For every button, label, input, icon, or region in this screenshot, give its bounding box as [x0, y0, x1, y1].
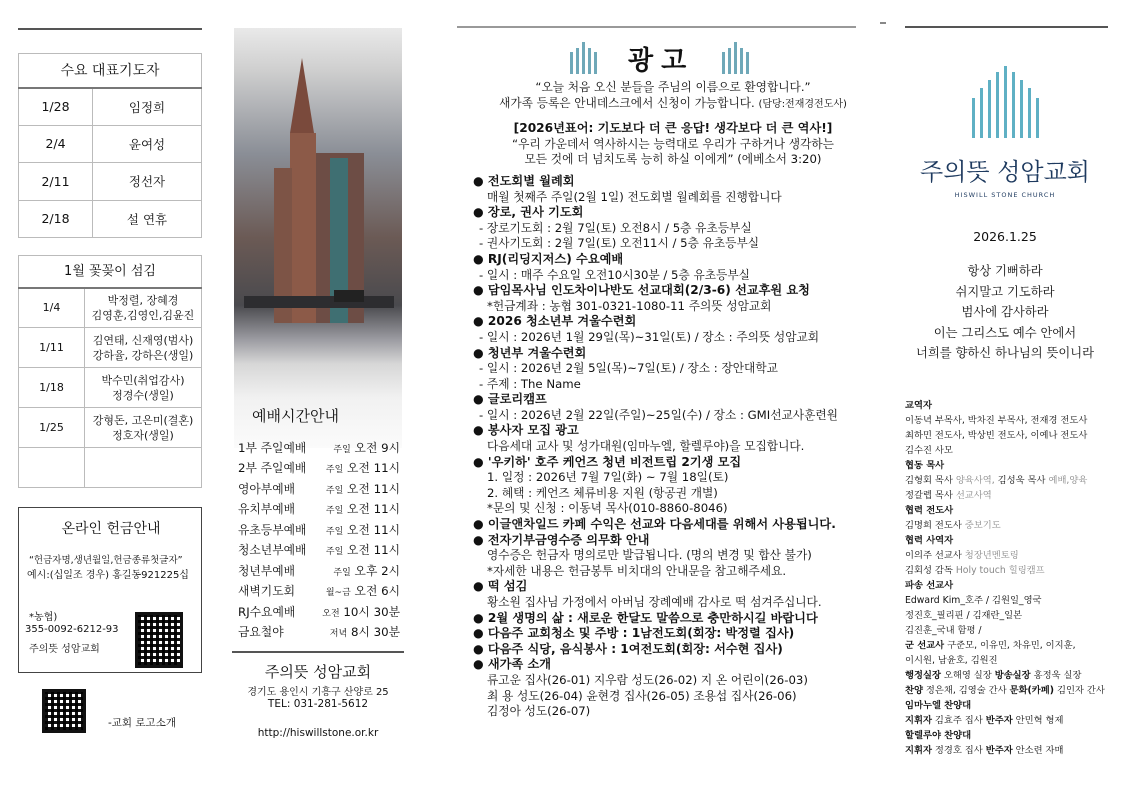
staff-line: 정진호_필리핀 / 김재란_일본: [905, 610, 1023, 621]
cover-church-name: 주의뜻 성암교회: [920, 158, 1090, 186]
staff-line: 행정실장 오해영 실장 방송실장 홍정욱 실장: [905, 670, 1082, 681]
staff-line: 임마누엘 찬양대: [905, 700, 972, 711]
staff-line: 김진훈_국내 함평 /: [905, 625, 982, 636]
staff-line: 할렐루야 찬양대: [905, 730, 972, 741]
staff-line: 김수진 사모: [905, 445, 953, 456]
ad-heading: ● 2026 청소년부 겨울수련회: [473, 314, 637, 329]
flowers-date: 1/4: [19, 288, 85, 328]
info-church-name: 주의뜻 성암교회: [264, 663, 372, 681]
worship-row: 2부 주일예배 주일 오전 11시: [238, 461, 400, 476]
logo-label: -교회 로고소개: [108, 717, 176, 729]
tick-mark: [880, 22, 886, 24]
ad-heading: ● 다음주 식당, 음식봉사 : 1여전도회(회장: 서수현 집사): [473, 641, 783, 656]
staff-line: 김명희 전도사 중보기도: [905, 520, 1001, 531]
staff-line: 협력 사역자: [905, 535, 954, 546]
staff-line: 지휘자 정경호 집사 반주자 안소련 자매: [905, 745, 1064, 756]
pillar-left-icon: [568, 40, 602, 76]
staff-list: [905, 398, 1105, 758]
cover-church-name-en: HISWILL STONE CHURCH: [954, 191, 1056, 199]
church-building-icon: [234, 28, 402, 448]
worship-row: 영아부예배 주일 오전 11시: [238, 481, 400, 496]
ad-line: - 일시 : 2026년 2월 5일(목)~7일(토) / 장소 : 장안대학교: [479, 361, 778, 376]
flowers-date: 1/11: [19, 328, 85, 368]
ad-line: - 일시 : 2026년 1월 29일(목)~31일(토) / 장소 : 주의뜻 성암교회: [479, 329, 820, 344]
ad-line: *헌금계좌 : 농협 301-0321-1080-11 주의뜻 성암교회: [487, 298, 772, 313]
flowers-table: [18, 255, 202, 488]
pillar-right-icon: [720, 40, 754, 76]
ad-line: - 주제 : The Name: [479, 376, 581, 391]
worship-row: 청소년부예배 주일 오전 11시: [238, 543, 400, 558]
info-rule: [232, 651, 404, 653]
prayer-title: 수요 대표기도자: [19, 54, 202, 88]
flowers-names: 김연태, 신재영(범사) 강하율, 강하은(생일): [85, 328, 202, 368]
worship-row: 청년부예배 주일 오후 2시: [238, 563, 400, 578]
staff-line: 이동녁 부목사, 박차진 부목사, 전재경 전도사: [905, 415, 1088, 426]
flowers-title: 1월 꽃꽂이 섬김: [19, 256, 202, 288]
prayer-date: 2/18: [19, 200, 93, 238]
ad-heading: ● 장로, 권사 기도회: [473, 205, 584, 220]
staff-line: 최하민 전도사, 박상빈 전도사, 이예나 전도사: [905, 430, 1088, 441]
ad-heading: ● 다음주 교회청소 및 주방 : 1남전도회(회장: 박정렬 집사): [473, 626, 795, 641]
staff-line: 찬양 정은채, 김영술 간사 문화(카페) 김인자 간사: [905, 685, 1105, 696]
staff-line: Edward Kim_호주 / 김원일_영국: [905, 595, 1042, 606]
ad-line: *문의 및 신청 : 이동녁 목사(010-8860-8046): [487, 501, 728, 516]
staff-line: 이의주 선교사 청장년멘토링: [905, 550, 1019, 561]
welcome-line2: 새가족 등록은 안내데스크에서 신청이 가능합니다. (담당:전재경전도사): [499, 95, 847, 110]
cover-top-rule: [905, 26, 1108, 28]
ad-line: 다음세대 교사 및 성가대원(임마누엘, 할렐루야)을 모집합니다.: [487, 439, 805, 454]
ad-line: 류고운 집사(26-01) 지우람 성도(26-02) 지 온 어린이(26-03): [487, 672, 808, 687]
staff-line: 정갈렙 목사 선교사역: [905, 490, 992, 501]
cover-verse: 항상 기뻐하라 쉬지말고 기도하라 범사에 감사하라 이는 그리스도 예수 안에서 너희를 향하신 하나님의 뜻이니라: [915, 264, 1095, 360]
offering-holder: 주의뜻 성암교회: [29, 644, 100, 655]
ad-heading: ● 전자기부금영수증 의무화 안내: [473, 532, 650, 547]
ad-line: 1. 일정 : 2026년 7월 7일(화) ~ 7월 18일(토): [487, 470, 729, 485]
cover-date: 2026.1.25: [973, 229, 1037, 244]
worship-row: RJ수요예배 오전 10시 30분: [238, 604, 400, 619]
ads-title: 광고: [628, 46, 695, 76]
staff-line: 협동 목사: [905, 460, 945, 471]
prayer-name: 윤여성: [93, 125, 202, 163]
ad-heading: ● 새가족 소개: [473, 657, 551, 672]
ad-heading: ● RJ(리딩지저스) 수요예배: [473, 251, 624, 266]
ad-heading: ● 이글앤차일드 카페 수익은 선교와 다음세대를 위해서 사용됩니다.: [473, 517, 836, 532]
ad-line: 김정아 성도(26-07): [487, 704, 591, 719]
staff-line: 김회성 감독 Holy touch 힐링캠프: [905, 565, 1045, 576]
ad-line: - 장로기도회 : 2월 7일(토) 오전8시 / 5층 유초등부실: [479, 220, 752, 235]
ad-line: 최 용 성도(26-04) 윤현경 집사(26-05) 조용섭 집사(26-06): [487, 688, 797, 703]
staff-line: 지휘자 김효주 집사 반주자 안민혁 형제: [905, 715, 1064, 726]
worship-schedule: [238, 437, 400, 642]
ad-line: 황소원 집사님 가정에서 아버님 장례예배 감사로 떡 섬겨주십니다.: [487, 595, 822, 609]
church-photo: [234, 28, 402, 448]
ad-heading: ● 떡 섬김: [473, 579, 528, 594]
verse-line2: 모든 것에 더 넘치도록 능히 하실 이에게” (에베소서 3:20): [524, 152, 822, 167]
worship-row: 금요철야 저녁 8시 30분: [238, 625, 400, 640]
ad-line: 영수증은 헌금자 명의로만 발급됩니다. (명의 변경 및 합산 불가): [487, 548, 812, 563]
offering-line2: 예시:(십일조 경우) 홍길동921225십: [27, 570, 189, 581]
info-tel: TEL: 031-281-5612: [267, 698, 369, 710]
ad-line: 매월 첫째주 주일(2월 1일) 전도회별 월례회를 진행합니다: [487, 189, 782, 204]
prayer-name: 임정희: [93, 88, 202, 126]
ads-body: [473, 80, 873, 720]
offering-account: 355-0092-6212-93: [25, 624, 119, 635]
top-rule: [18, 28, 202, 30]
staff-line: 교역자: [905, 400, 932, 411]
offering-bank: *농협): [29, 612, 58, 623]
prayer-name: 설 연휴: [93, 200, 202, 238]
prayer-date: 2/4: [19, 125, 93, 163]
church-logo-icon: [968, 64, 1042, 140]
ads-top-rule: [457, 26, 856, 28]
flowers-date: [19, 448, 85, 488]
motto: [2026년표어: 기도보다 더 큰 응답! 생각보다 더 큰 역사!]: [513, 121, 833, 136]
ad-heading: ● 담임목사님 인도차이나반도 선교대회(2/3-6) 선교후원 요청: [473, 283, 810, 298]
ad-heading: ● 2월 생명의 삶 : 새로운 한달도 말씀으로 충만하시길 바랍니다: [473, 610, 818, 625]
ad-line: - 일시 : 매주 수요일 오전10시30분 / 5층 유초등부실: [479, 267, 750, 282]
offering-line1: “헌금자명,생년월일,헌금종류첫글자”: [29, 555, 183, 566]
logo-qr-icon: [42, 689, 86, 733]
ad-heading: ● '우키하' 호주 케언즈 청년 비전트립 2기생 모집: [473, 454, 742, 469]
ad-heading: ● 전도회별 월례회: [473, 173, 575, 188]
worship-row: 1부 주일예배 주일 오전 9시: [238, 440, 400, 455]
ad-heading: ● 청년부 겨울수련회: [473, 345, 587, 360]
ad-line: *자세한 내용은 헌금봉투 비치대의 안내문을 참고해주세요.: [487, 563, 787, 578]
flowers-names: [85, 448, 202, 488]
ad-line: - 일시 : 2026년 2월 22일(주일)~25일(수) / 장소 : GMI선교사훈련원: [479, 407, 838, 422]
ad-heading: ● 봉사자 모집 광고: [473, 423, 579, 438]
offering-box: [18, 507, 202, 673]
worship-title: 예배시간안내: [252, 407, 339, 425]
ad-line: 2. 혜택 : 케언즈 체류비용 지원 (항공권 개별): [487, 485, 718, 500]
prayer-name: 정선자: [93, 163, 202, 201]
staff-line: 파송 선교사: [905, 580, 954, 591]
staff-line: 이시원, 남윤호, 김원진: [905, 655, 998, 666]
welcome-line1: “오늘 처음 오신 분들을 주님의 이름으로 환영합니다.”: [535, 80, 811, 94]
info-address: 경기도 용인시 기흥구 산양로 25: [247, 687, 389, 698]
flowers-date: 1/18: [19, 368, 85, 408]
ad-line: - 권사기도회 : 2월 7일(토) 오전11시 / 5층 유초등부실: [479, 236, 760, 251]
flowers-names: 강형돈, 고은미(결혼) 정호자(생일): [85, 408, 202, 448]
flowers-names: 박수민(취업감사) 정경수(생일): [85, 368, 202, 408]
staff-line: 협력 전도사: [905, 505, 954, 516]
ads-items: [473, 174, 873, 720]
worship-row: 새벽기도회 월~금 오전 6시: [238, 584, 400, 599]
ad-heading: ● 글로리캠프: [473, 392, 547, 407]
prayer-date: 1/28: [19, 88, 93, 126]
offering-qr-icon: [135, 612, 183, 668]
flowers-date: 1/25: [19, 408, 85, 448]
staff-line: 김형회 목사 양육사역, 김성욱 목사 예배,양육: [905, 475, 1088, 486]
worship-row: 유초등부예배 주일 오전 11시: [238, 522, 400, 537]
flowers-names: 박정렬, 장혜경 김영훈,김영인,김윤진: [85, 288, 202, 328]
worship-row: 유치부예배 주일 오전 11시: [238, 502, 400, 517]
info-url[interactable]: http://hiswillstone.or.kr: [257, 727, 379, 739]
prayer-date: 2/11: [19, 163, 93, 201]
staff-line: 군 선교사 구준모, 이유민, 차유민, 이지훈,: [905, 640, 1076, 651]
prayer-table: [18, 53, 202, 238]
offering-title: 온라인 헌금안내: [61, 521, 161, 537]
verse-line1: “우리 가운데서 역사하시는 능력대로 우리가 구하거나 생각하는: [512, 136, 834, 151]
